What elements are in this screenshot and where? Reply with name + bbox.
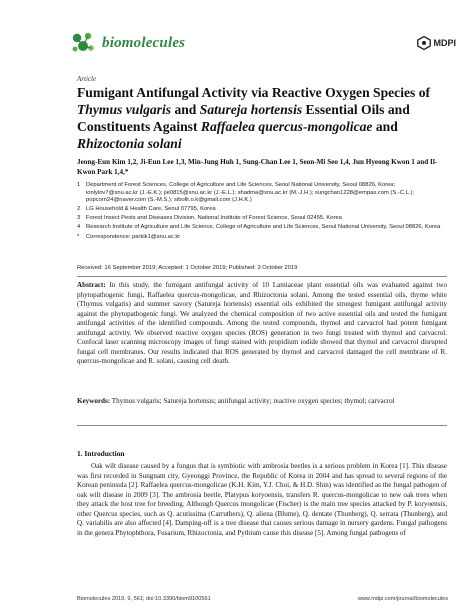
article-type: Article xyxy=(77,75,97,83)
affiliation-item: 4 Research Institute of Agriculture and Life Science, College of Agriculture and Life Sciences, Seoul National University, Seoul 08826, Korea xyxy=(77,224,441,231)
publisher-logo xyxy=(417,36,457,50)
abstract xyxy=(77,281,447,367)
introduction-text: Oak wilt disease caused by a fungus that is symbiotic with ambrosia beetles is a serious problem in Korea [1]. This disease was first recorded in Sungnam city, Gyeonggi Province, the Republic of Korea in 2004 and has spread to several regions of the Korean peninsula [2]. Raffaelea quercus-mongolicae (K.H. Kim, Y.J. Choi, & H.D. Shin) was identified as the fungal pathogen of oak wilt disease in 2009 [3]. The ambrosia beetle, Platypus koryoensis, transfers R. quercus-mongolicae to new oak trees when they attack the host tree for breeding. Although Quercus mongolicae (Fischer) is the main tree species attacked by P. koryoensis, other Quercus species, such as Q. acutissima (Carruthers), Q. aliena (Blume), Q. dentate (Thunberg), Q. serrata (Thunberg), and Q. variabilis are also affected [4]. Damping-off is a tree disease that causes serious damage in nursery gardens. Fungal pathogens in the genera Phytophthora, Fusarium, Rhizoctonia, and Pythium cause this disease [5]. Among fungal pathogens of xyxy=(77,462,447,537)
affiliation-list xyxy=(77,182,447,243)
footer-url[interactable]: www.mdpi.com/journal/biomolecules xyxy=(357,596,448,602)
keywords xyxy=(77,397,447,407)
footer-citation: Biomolecules 2019, 9, 561; doi:10.3390/biom9100561 xyxy=(77,596,211,602)
publisher-name: MDPI xyxy=(433,38,456,48)
section-heading: 1. Introduction xyxy=(77,449,125,458)
molecule-logo-icon xyxy=(70,30,96,56)
author-list: Jeong-Eun Kim 1,2, Ji-Eun Lee 1,3, Min-Jung Huh 1, Sung-Chan Lee 1, Seon-Mi Seo 1,4, Jun Hyeong Kwon 1 and Il-Kwon Park 1,4,* xyxy=(77,158,438,176)
affiliation-item: 1 Department of Forest Sciences, College of Agriculture and Life Sciences, Seoul National University, Seoul 08826, Korea; ionlylov7@snu.ac.kr (J.-E.K.); jie0815@snu.ac.kr (J.-E.L.); shadma@snu.ac.kr (M.-J.H.); sungchan1228@empas.com (S.-C.L.); popcorn24@naver.com (S.-M.S.); sibollr.o.k@gmail.com (J.H.K.) xyxy=(77,182,414,204)
publication-dates: Received: 16 September 2019; Accepted: 1 October 2019; Published: 3 October 2019 xyxy=(77,265,298,271)
keywords-text: Thymus vulgaris; Satureja hortensis; antifungal activity; reactive oxygen species; thymol; carvacrol xyxy=(111,397,395,405)
journal-name: biomolecules xyxy=(102,34,186,51)
mdpi-badge-icon xyxy=(417,36,431,50)
affiliation-item: 2 LG Household & Health Care, Seoul 07795, Korea xyxy=(77,206,216,213)
correspondence-item: * Correspondence: parkik1@snu.ac.kr xyxy=(77,233,181,240)
keywords-label: Keywords: xyxy=(77,397,111,405)
affiliation-item: 3 Forest Insect Pests and Diseases Division, National Institute of Forest Science, Seoul 02455, Korea xyxy=(77,215,342,222)
article-title: Fumigant Antifungal Activity via Reactive Oxygen Species of Thymus vulgaris and Satureja hortensis Essential Oils and Constituents Against Raffaelea quercus-mongolicae and Rhizoctonia solani xyxy=(77,85,431,151)
divider xyxy=(77,276,447,277)
abstract-label: Abstract: xyxy=(77,281,106,289)
abstract-text: In this study, the fumigant antifungal activity of 10 Lamiaceae plant essential oils was evaluated against two phytopathogenic fungi, Raffaelea quercus-mongolicae, and Rhizoctonia solani. Among the tested essential oils, thyme white (Thymus vulgaris) and summer savory (Satureja hortensis) essential oils exhibited the strongest fumigant antifungal activity against the phytopathogenic fungi. We analyzed the chemical composition of two active essential oils and tested the fumigant antifungal activities of the identified compounds. Among the tested compounds, thymol and carvacrol had potent fumigant antifungal activity. We observed reactive oxygen species (ROS) generation in two fungi treated with thymol and carvacrol. Confocal laser scanning microscopy images of fungi stained with propidium iodide showed that thymol and carvacrol disrupted fungal cell membranes. Our results indicated that ROS generated by thymol and carvacrol damaged the cell membrane of R. quercus-mongolicae and R. solani, causing cell death. xyxy=(77,281,447,365)
divider xyxy=(77,425,447,426)
journal-logo xyxy=(70,30,185,56)
